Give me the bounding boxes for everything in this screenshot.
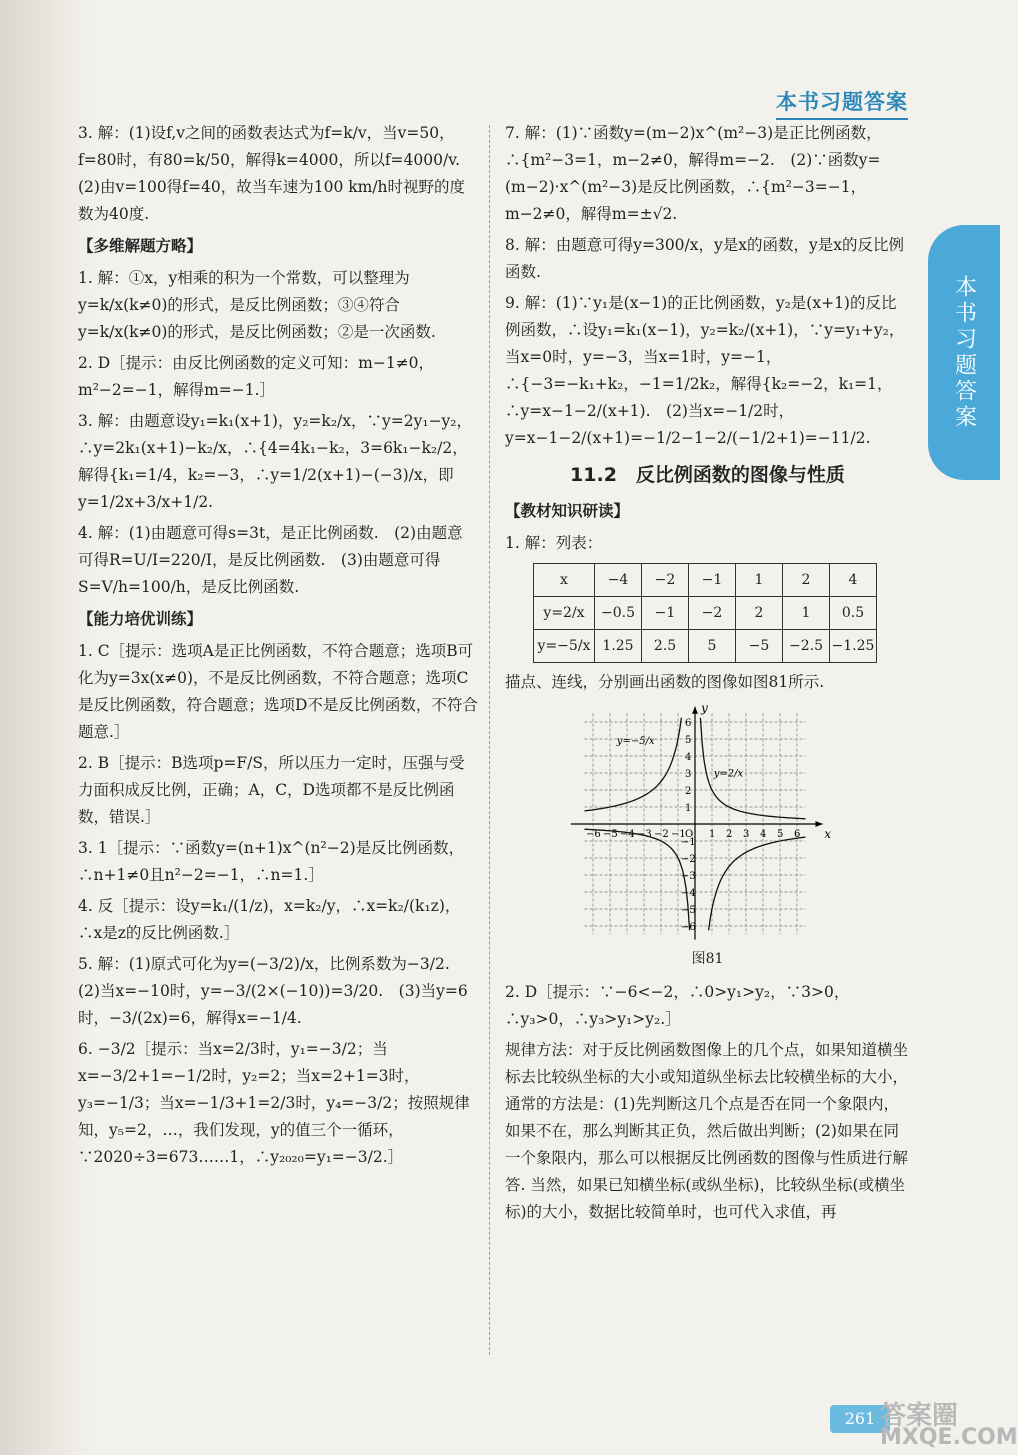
x-tick-label: O xyxy=(685,829,694,840)
watermark-logo: 答案圈 xyxy=(880,1401,959,1431)
after-table-text: 描点、连线，分别画出函数的图像如图81所示. xyxy=(505,673,825,691)
y-tick-label: −2 xyxy=(681,854,696,865)
table-cell: 2.5 xyxy=(642,630,689,663)
section-title: 11.2 反比例函数的图像与性质 xyxy=(570,464,845,486)
table-cell: −2.5 xyxy=(783,630,830,663)
x-tick-label: 2 xyxy=(726,829,733,840)
table-cell: −1.25 xyxy=(830,630,877,663)
answer-paragraph: 规律方法：对于反比例函数图像上的几个点，如果知道横坐标去比较纵坐标的大小或知道纵坐标去比较横坐标的大小，通常的方法是：(1)先判断这几个点是否在同一个象限内，如果不在，那么判断其正负，然后做出判断；(2)如果在同一个象限内，那么可以根据反比例函数的图像与性质进行解答. 当然，如果已知横坐标(或纵坐标)，比较纵坐标(或横坐标)的大小，数据比较简单时，也可代入求值，再 xyxy=(505,1041,909,1221)
y-tick-label: 6 xyxy=(685,718,692,729)
x-tick-label: 6 xyxy=(794,829,801,840)
curve-neg5-branch-right xyxy=(709,837,806,930)
table-header-row xyxy=(534,564,877,597)
right-bottom-blocks xyxy=(505,979,910,1226)
y-tick-label: −3 xyxy=(681,871,696,882)
table-row xyxy=(534,630,877,663)
table-cell: −0.5 xyxy=(595,597,642,630)
table-cell: −1 xyxy=(642,597,689,630)
side-tab: 本书习题答案 xyxy=(928,225,1000,480)
table-cell: x xyxy=(534,564,595,597)
x-tick-label: −2 xyxy=(654,829,669,840)
answer-paragraph: 2. D［提示：由反比例函数的定义可知：m−1≠0，m²−2=−1，解得m=−1.］ xyxy=(78,354,435,399)
section-heading: 【多维解题方略】 xyxy=(78,236,203,255)
table-cell: −2 xyxy=(689,597,736,630)
figure-caption: 图81 xyxy=(691,951,724,967)
answer-paragraph: 1. C［提示：选项A是正比例函数，不符合题意；选项B可化为y=3x(x≠0)，不是反比例函数，不符合题意；选项C是反比例函数，符合题意；选项D不是反比例函数，不符合题意.］ xyxy=(78,642,478,741)
curve-2-branch-left xyxy=(585,829,690,930)
y-tick-label: 1 xyxy=(685,803,692,814)
table-cell: 1 xyxy=(736,564,783,597)
x-tick-label: 3 xyxy=(743,829,750,840)
sub-title: 【教材知识研读】 xyxy=(505,501,630,520)
y-tick-label: −1 xyxy=(681,837,696,848)
table-cell: 4 xyxy=(830,564,877,597)
y-tick-label: 5 xyxy=(685,735,692,746)
x-tick-label: 5 xyxy=(777,829,784,840)
y-tick-label: 2 xyxy=(685,786,692,797)
answer-paragraph: 8. 解：由题意可得y=300/x，y是x的函数，y是x的反比例函数. xyxy=(505,236,905,281)
x-tick-label: −1 xyxy=(671,829,686,840)
table-cell: −5 xyxy=(736,630,783,663)
y-tick-label: −4 xyxy=(681,888,696,899)
answer-paragraph: 6. −3/2［提示：当x=2/3时，y₁=−3/2；当x=−3/2+1=−1/2时，y₂=2；当x=2+1=3时，y₃=−1/3；当x=−1/3+1=2/3时，y₄=−3/2；按照规律知，y₅=2，…，我们发现，y的值三个一循环，∵2020÷3=673……1，∴y₂₀₂₀=y₁=−3/2.］ xyxy=(78,1040,470,1166)
right-top-blocks xyxy=(505,120,910,452)
right-column xyxy=(505,120,910,1230)
column-divider xyxy=(489,125,490,1355)
x-tick-label: 1 xyxy=(709,829,716,840)
answer-paragraph: 5. 解：(1)原式可化为y=(−3/2)/x，比例系数为−3/2. (2)当x=−10时，y=−3/(2×(−10))=3/20. (3)当y=6时，−3/(2x)=6，解得x=−1/4. xyxy=(78,955,468,1027)
y-tick-label: −6 xyxy=(681,922,696,933)
table-cell: 2 xyxy=(736,597,783,630)
answer-paragraph: 4. 反［提示：设y=k₁/(1/z)，x=k₂/y，∴x=k₂/(k₁z)，∴x是z的反比例函数.］ xyxy=(78,897,461,942)
x-tick-label: −3 xyxy=(637,829,652,840)
x-tick-label: −6 xyxy=(586,829,601,840)
function-graph xyxy=(565,700,835,944)
y-tick-label: 4 xyxy=(685,752,692,763)
answer-paragraph: 7. 解：(1)∵函数y=(m−2)x^(m²−3)是正比例函数，∴{m²−3=1，m−2≠0，解得m=−2. (2)∵函数y=(m−2)·x^(m²−3)是反比例函数，∴{m²−3=−1，m−2≠0，解得m=±√2. xyxy=(505,124,882,223)
answer-paragraph: 1. 解：①x，y相乘的积为一个常数，可以整理为y=k/x(k≠0)的形式，是反比例函数；③④符合y=k/x(k≠0)的形式，是反比例函数；②是一次函数. xyxy=(78,269,436,341)
question-1: 1. 解：列表： xyxy=(505,534,603,552)
y-tick-label: −5 xyxy=(681,905,696,916)
answer-paragraph: 4. 解：(1)由题意可得s=3t，是正比例函数. (2)由题意可得R=U/I=220/I，是反比例函数. (3)由题意可得S=V/h=100/h，是反比例函数. xyxy=(78,524,463,596)
answer-paragraph: 3. 解：(1)设f,v之间的函数表达式为f=k/v，当v=50，f=80时，有80=k/50，解得k=4000，所以f=4000/v. (2)由v=100得f=40，故当车速为100 km/h时视野的度数为40度. xyxy=(78,124,476,223)
table-cell: 1 xyxy=(783,597,830,630)
table-cell: 0.5 xyxy=(830,597,877,630)
curve-neg5-branch-left xyxy=(585,718,682,811)
x-tick-label: 4 xyxy=(760,829,767,840)
left-column xyxy=(78,120,478,1175)
table-cell: y=−5/x xyxy=(534,630,595,663)
answer-paragraph: 3. 解：由题意设y₁=k₁(x+1)，y₂=k₂/x，∵y=2y₁−y₂，∴y=2k₁(x+1)−k₂/x，∴{4=4k₁−k₂，3=6k₁−k₂/2，解得{k₁=1/4，k₂=−3，∴y=1/2(x+1)−(−3)/x，即y=1/2x+3/x+1/2. xyxy=(78,412,473,511)
x-tick-label: −5 xyxy=(603,829,618,840)
table-cell: y=2/x xyxy=(534,597,595,630)
x-axis-label: x xyxy=(824,827,831,841)
table-cell: 5 xyxy=(689,630,736,663)
section-heading: 【能力培优训练】 xyxy=(78,609,203,628)
curve-label-2: y=2/x xyxy=(713,768,744,780)
x-axis-arrow xyxy=(816,821,823,827)
answer-paragraph: 3. 1［提示：∵函数y=(n+1)x^(n²−2)是反比例函数，∴n+1≠0且n²−2=−1，∴n=1.］ xyxy=(78,839,465,884)
page-number: 261 xyxy=(830,1405,890,1433)
y-axis-label: y xyxy=(701,700,708,715)
table-cell: −2 xyxy=(642,564,689,597)
table-cell: −4 xyxy=(595,564,642,597)
y-axis-arrow xyxy=(692,707,698,714)
y-tick-label: 3 xyxy=(685,769,692,780)
watermark-url: MXQE.COM xyxy=(880,1425,1018,1450)
table-row xyxy=(534,597,877,630)
answer-paragraph: 2. D［提示：∵−6<−2，∴0>y₁>y₂，∵3>0，∴y₃>0，∴y₃>y₁>y₂.］ xyxy=(505,983,850,1028)
answer-paragraph: 9. 解：(1)∵y₁是(x−1)的正比例函数，y₂是(x+1)的反比例函数，∴设y₁=k₁(x−1)，y₂=k₂/(x+1)，∵y=y₁+y₂，当x=0时，y=−3，当x=1时，y=−1，∴{−3=−k₁+k₂，−1=1/2k₂，解得{k₂=−2，k₁=1，∴y=x−1−2/(x+1). (2)当x=−1/2时，y=x−1−2/(x+1)=−1/2−1−2/(−1/2+1)=−11/2. xyxy=(505,294,905,447)
x-tick-label: −4 xyxy=(620,829,635,840)
header-title: 本书习题答案 xyxy=(776,86,908,120)
value-table xyxy=(533,563,877,663)
table-cell: −1 xyxy=(689,564,736,597)
curve-label-neg5: y=−5/x xyxy=(616,736,655,748)
answer-paragraph: 2. B［提示：B选项p=F/S，所以压力一定时，压强与受力面积成反比例，正确；A，C，D选项都不是反比例函数，错误.］ xyxy=(78,754,465,826)
table-cell: 2 xyxy=(783,564,830,597)
table-cell: 1.25 xyxy=(595,630,642,663)
